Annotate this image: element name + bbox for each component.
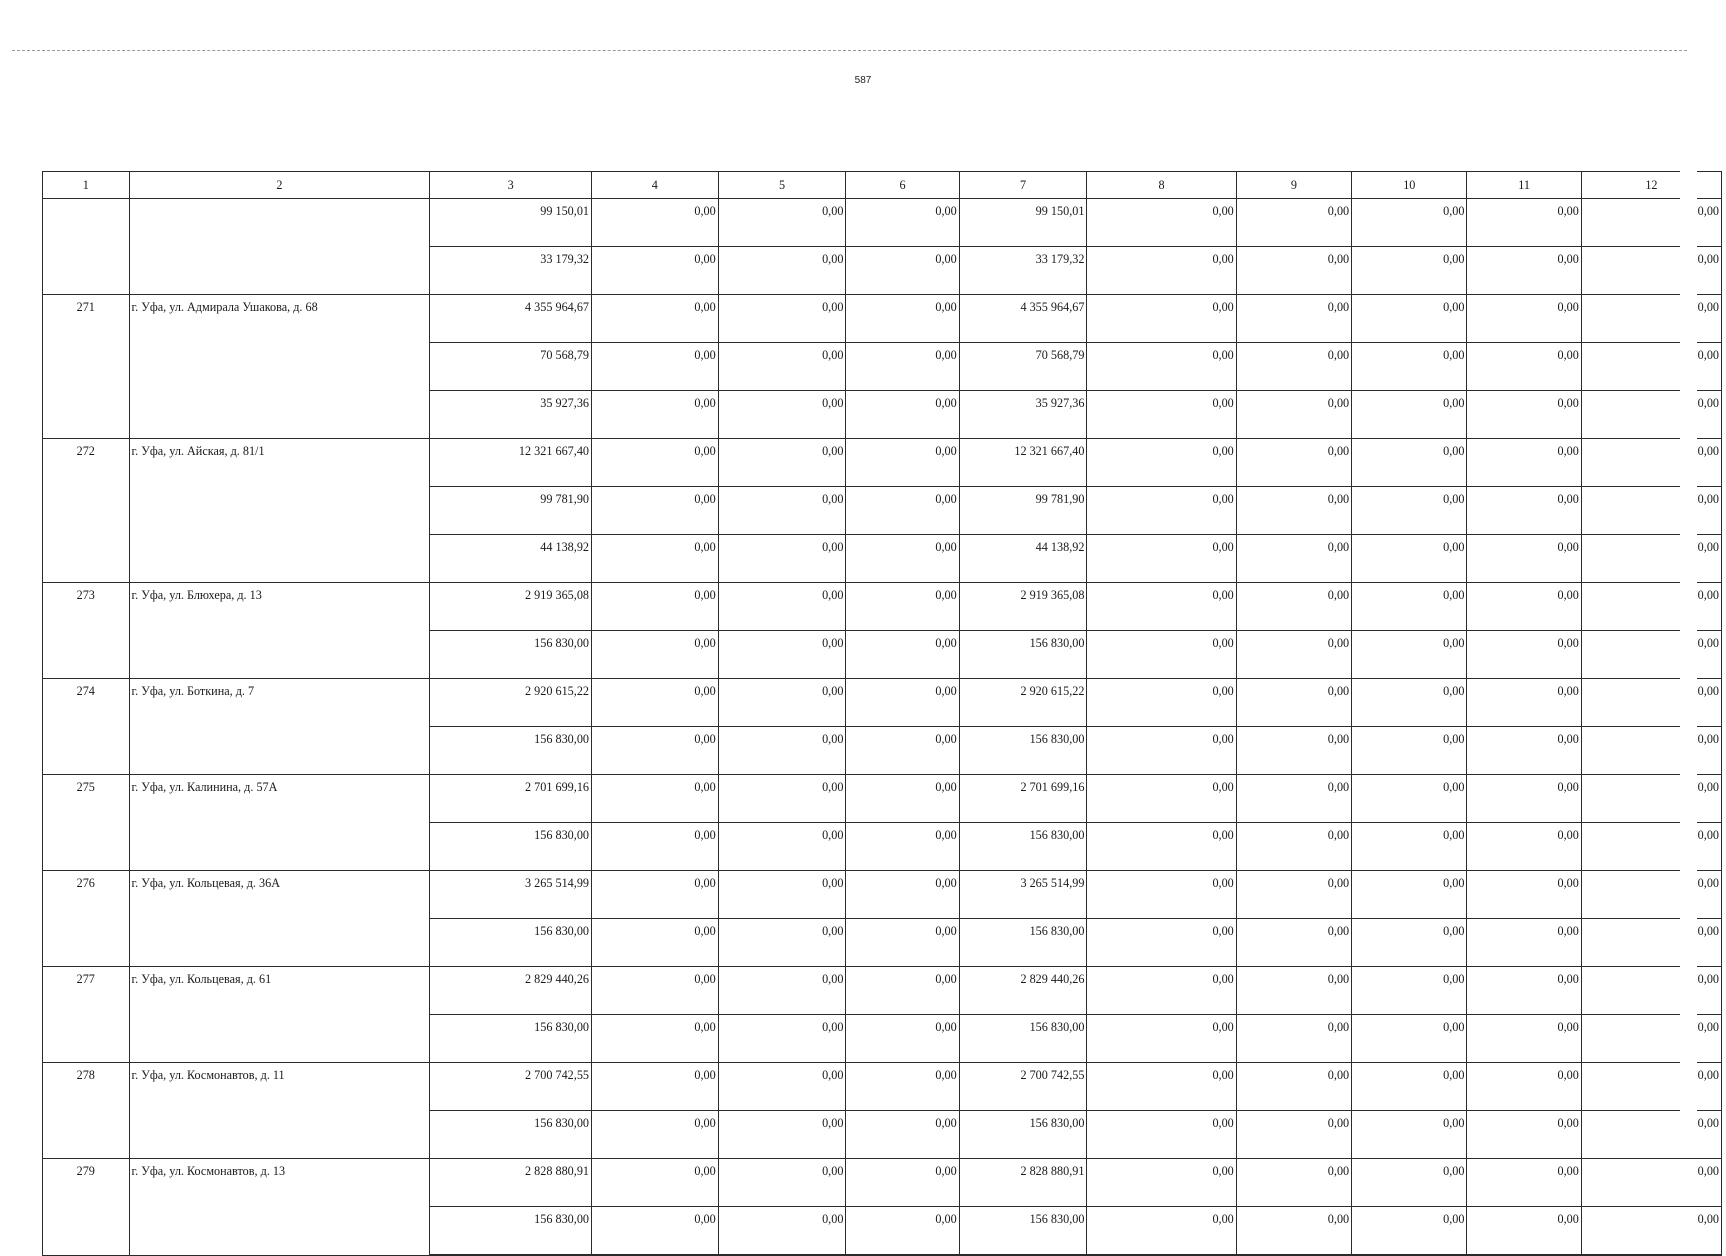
- value-cell-col-8: 0,00: [1087, 439, 1236, 487]
- value-cell-col-6: 0,00: [846, 1111, 959, 1159]
- value-cell-col-7: 2 700 742,55: [959, 1063, 1087, 1111]
- value-cell-col-5: 0,00: [718, 871, 846, 919]
- value-cell-col-12: 0,00: [1581, 1111, 1721, 1159]
- value-cell-col-12: 0,00: [1581, 919, 1721, 967]
- value-cell-col-5: 0,00: [718, 535, 846, 583]
- value-cell-col-5: 0,00: [718, 1111, 846, 1159]
- row-number: 275: [43, 775, 130, 871]
- value-cell-col-6: 0,00: [846, 247, 959, 295]
- value-cell-col-8: 0,00: [1087, 679, 1236, 727]
- row-number: 278: [43, 1063, 130, 1159]
- value-cell-col-5: 0,00: [718, 295, 846, 343]
- value-cell-col-5: 0,00: [718, 919, 846, 967]
- value-cell-col-8: 0,00: [1087, 1111, 1236, 1159]
- value-cell-col-5: 0,00: [718, 1015, 846, 1063]
- value-cell-col-11: 0,00: [1467, 583, 1581, 631]
- value-cell-col-9: 0,00: [1236, 631, 1351, 679]
- value-cell-col-6: 0,00: [846, 775, 959, 823]
- value-cell-col-11: 0,00: [1467, 343, 1581, 391]
- value-cell-col-3: 156 830,00: [430, 1111, 592, 1159]
- value-cell-col-9: 0,00: [1236, 871, 1351, 919]
- value-cell-col-3: 156 830,00: [430, 919, 592, 967]
- value-cell-col-4: 0,00: [592, 583, 719, 631]
- address-cell: г. Уфа, ул. Космонавтов, д. 13: [129, 1159, 430, 1256]
- value-cell-col-8: 0,00: [1087, 1207, 1236, 1256]
- value-cell-col-3: 2 828 880,91: [430, 1159, 592, 1207]
- value-cell-col-5: 0,00: [718, 199, 846, 247]
- value-cell-col-4: 0,00: [592, 343, 719, 391]
- value-cell-col-4: 0,00: [592, 727, 719, 775]
- column-header-3: 3: [430, 172, 592, 199]
- table-row: [43, 775, 1722, 823]
- value-cell-col-3: 2 920 615,22: [430, 679, 592, 727]
- value-cell-col-9: 0,00: [1236, 391, 1351, 439]
- value-cell-col-3: 99 781,90: [430, 487, 592, 535]
- value-cell-col-9: 0,00: [1236, 823, 1351, 871]
- value-cell-col-9: 0,00: [1236, 919, 1351, 967]
- value-cell-col-3: 156 830,00: [430, 631, 592, 679]
- value-cell-col-3: 99 150,01: [430, 199, 592, 247]
- value-cell-col-6: 0,00: [846, 1159, 959, 1207]
- value-cell-col-4: 0,00: [592, 1159, 719, 1207]
- table-row: [43, 871, 1722, 919]
- address-cell: г. Уфа, ул. Боткина, д. 7: [129, 679, 430, 775]
- row-number: 272: [43, 439, 130, 583]
- value-cell-col-6: 0,00: [846, 391, 959, 439]
- value-cell-col-6: 0,00: [846, 919, 959, 967]
- value-cell-col-3: 70 568,79: [430, 343, 592, 391]
- table-header-row: [43, 172, 1722, 199]
- value-cell-col-4: 0,00: [592, 535, 719, 583]
- row-number: 276: [43, 871, 130, 967]
- table-row: [43, 1063, 1722, 1111]
- value-cell-col-11: 0,00: [1467, 631, 1581, 679]
- column-header-6: 6: [846, 172, 959, 199]
- value-cell-col-12: 0,00: [1581, 823, 1721, 871]
- value-cell-col-6: 0,00: [846, 439, 959, 487]
- value-cell-col-3: 156 830,00: [430, 727, 592, 775]
- value-cell-col-4: 0,00: [592, 247, 719, 295]
- value-cell-col-3: 2 829 440,26: [430, 967, 592, 1015]
- value-cell-col-4: 0,00: [592, 487, 719, 535]
- value-cell-col-6: 0,00: [846, 727, 959, 775]
- value-cell-col-7: 33 179,32: [959, 247, 1087, 295]
- value-cell-col-7: 99 150,01: [959, 199, 1087, 247]
- value-cell-col-9: 0,00: [1236, 295, 1351, 343]
- table-row: [43, 295, 1722, 343]
- column-header-10: 10: [1352, 172, 1467, 199]
- value-cell-col-5: 0,00: [718, 391, 846, 439]
- value-cell-col-10: 0,00: [1352, 391, 1467, 439]
- value-cell-col-7: 12 321 667,40: [959, 439, 1087, 487]
- value-cell-col-8: 0,00: [1087, 967, 1236, 1015]
- table-row: [43, 439, 1722, 487]
- value-cell-col-4: 0,00: [592, 295, 719, 343]
- value-cell-col-9: 0,00: [1236, 1111, 1351, 1159]
- scan-divider: [12, 50, 1687, 51]
- value-cell-col-7: 4 355 964,67: [959, 295, 1087, 343]
- value-cell-col-4: 0,00: [592, 871, 719, 919]
- value-cell-col-5: 0,00: [718, 679, 846, 727]
- value-cell-col-6: 0,00: [846, 631, 959, 679]
- value-cell-col-5: 0,00: [718, 631, 846, 679]
- value-cell-col-7: 44 138,92: [959, 535, 1087, 583]
- value-cell-col-9: 0,00: [1236, 775, 1351, 823]
- value-cell-col-8: 0,00: [1087, 199, 1236, 247]
- value-cell-col-3: 2 919 365,08: [430, 583, 592, 631]
- value-cell-col-7: 156 830,00: [959, 727, 1087, 775]
- column-header-5: 5: [718, 172, 846, 199]
- value-cell-col-4: 0,00: [592, 1207, 719, 1256]
- column-header-1: 1: [43, 172, 130, 199]
- register-table: [42, 171, 1722, 1256]
- value-cell-col-8: 0,00: [1087, 247, 1236, 295]
- value-cell-col-8: 0,00: [1087, 631, 1236, 679]
- value-cell-col-7: 2 920 615,22: [959, 679, 1087, 727]
- value-cell-col-9: 0,00: [1236, 535, 1351, 583]
- row-number: 271: [43, 295, 130, 439]
- value-cell-col-11: 0,00: [1467, 391, 1581, 439]
- value-cell-col-12: 0,00: [1581, 535, 1721, 583]
- table-row: [43, 679, 1722, 727]
- value-cell-col-3: 3 265 514,99: [430, 871, 592, 919]
- value-cell-col-10: 0,00: [1352, 583, 1467, 631]
- value-cell-col-10: 0,00: [1352, 1159, 1467, 1207]
- row-number: 273: [43, 583, 130, 679]
- value-cell-col-9: 0,00: [1236, 1159, 1351, 1207]
- value-cell-col-10: 0,00: [1352, 1207, 1467, 1256]
- value-cell-col-5: 0,00: [718, 1159, 846, 1207]
- value-cell-col-10: 0,00: [1352, 823, 1467, 871]
- column-header-4: 4: [592, 172, 719, 199]
- value-cell-col-4: 0,00: [592, 775, 719, 823]
- value-cell-col-10: 0,00: [1352, 727, 1467, 775]
- value-cell-col-12: 0,00: [1581, 1159, 1721, 1207]
- value-cell-col-8: 0,00: [1087, 487, 1236, 535]
- value-cell-col-12: 0,00: [1581, 1015, 1721, 1063]
- value-cell-col-10: 0,00: [1352, 343, 1467, 391]
- value-cell-col-3: 4 355 964,67: [430, 295, 592, 343]
- value-cell-col-9: 0,00: [1236, 1207, 1351, 1256]
- value-cell-col-10: 0,00: [1352, 631, 1467, 679]
- value-cell-col-5: 0,00: [718, 727, 846, 775]
- value-cell-col-11: 0,00: [1467, 535, 1581, 583]
- value-cell-col-9: 0,00: [1236, 487, 1351, 535]
- value-cell-col-4: 0,00: [592, 631, 719, 679]
- value-cell-col-12: 0,00: [1581, 775, 1721, 823]
- value-cell-col-6: 0,00: [846, 535, 959, 583]
- value-cell-col-7: 156 830,00: [959, 919, 1087, 967]
- value-cell-col-3: 33 179,32: [430, 247, 592, 295]
- row-number: [43, 199, 130, 295]
- value-cell-col-12: 0,00: [1581, 583, 1721, 631]
- value-cell-col-11: 0,00: [1467, 679, 1581, 727]
- value-cell-col-6: 0,00: [846, 871, 959, 919]
- value-cell-col-11: 0,00: [1467, 199, 1581, 247]
- table-row: [43, 1159, 1722, 1207]
- column-header-8: 8: [1087, 172, 1236, 199]
- value-cell-col-5: 0,00: [718, 775, 846, 823]
- value-cell-col-7: 156 830,00: [959, 823, 1087, 871]
- value-cell-col-12: 0,00: [1581, 391, 1721, 439]
- value-cell-col-11: 0,00: [1467, 295, 1581, 343]
- address-cell: г. Уфа, ул. Адмирала Ушакова, д. 68: [129, 295, 430, 439]
- value-cell-col-11: 0,00: [1467, 1159, 1581, 1207]
- address-cell: г. Уфа, ул. Калинина, д. 57А: [129, 775, 430, 871]
- value-cell-col-11: 0,00: [1467, 439, 1581, 487]
- value-cell-col-10: 0,00: [1352, 535, 1467, 583]
- value-cell-col-6: 0,00: [846, 1015, 959, 1063]
- value-cell-col-4: 0,00: [592, 1015, 719, 1063]
- value-cell-col-11: 0,00: [1467, 1015, 1581, 1063]
- value-cell-col-3: 156 830,00: [430, 1207, 592, 1256]
- register-table-wrap: [42, 171, 1719, 1226]
- value-cell-col-11: 0,00: [1467, 919, 1581, 967]
- value-cell-col-9: 0,00: [1236, 343, 1351, 391]
- table-row: [43, 583, 1722, 631]
- value-cell-col-11: 0,00: [1467, 1111, 1581, 1159]
- value-cell-col-7: 70 568,79: [959, 343, 1087, 391]
- value-cell-col-7: 99 781,90: [959, 487, 1087, 535]
- address-cell: г. Уфа, ул. Космонавтов, д. 11: [129, 1063, 430, 1159]
- value-cell-col-9: 0,00: [1236, 1063, 1351, 1111]
- value-cell-col-11: 0,00: [1467, 247, 1581, 295]
- column-header-11: 11: [1467, 172, 1581, 199]
- value-cell-col-8: 0,00: [1087, 391, 1236, 439]
- value-cell-col-8: 0,00: [1087, 775, 1236, 823]
- value-cell-col-10: 0,00: [1352, 679, 1467, 727]
- value-cell-col-4: 0,00: [592, 1063, 719, 1111]
- value-cell-col-11: 0,00: [1467, 823, 1581, 871]
- address-cell: г. Уфа, ул. Блюхера, д. 13: [129, 583, 430, 679]
- value-cell-col-6: 0,00: [846, 1063, 959, 1111]
- value-cell-col-4: 0,00: [592, 679, 719, 727]
- value-cell-col-6: 0,00: [846, 487, 959, 535]
- value-cell-col-12: 0,00: [1581, 967, 1721, 1015]
- value-cell-col-10: 0,00: [1352, 295, 1467, 343]
- table-body: [43, 199, 1722, 1256]
- value-cell-col-8: 0,00: [1087, 295, 1236, 343]
- value-cell-col-10: 0,00: [1352, 487, 1467, 535]
- table-row: [43, 199, 1722, 247]
- value-cell-col-7: 3 265 514,99: [959, 871, 1087, 919]
- value-cell-col-11: 0,00: [1467, 775, 1581, 823]
- page-number: 587: [854, 75, 872, 86]
- value-cell-col-12: 0,00: [1581, 631, 1721, 679]
- value-cell-col-6: 0,00: [846, 295, 959, 343]
- value-cell-col-3: 156 830,00: [430, 823, 592, 871]
- value-cell-col-8: 0,00: [1087, 919, 1236, 967]
- column-header-12: 12: [1581, 172, 1721, 199]
- value-cell-col-10: 0,00: [1352, 919, 1467, 967]
- value-cell-col-9: 0,00: [1236, 1015, 1351, 1063]
- value-cell-col-3: 2 700 742,55: [430, 1063, 592, 1111]
- value-cell-col-8: 0,00: [1087, 1159, 1236, 1207]
- table-row: [43, 967, 1722, 1015]
- row-number: 274: [43, 679, 130, 775]
- value-cell-col-6: 0,00: [846, 967, 959, 1015]
- value-cell-col-12: 0,00: [1581, 871, 1721, 919]
- value-cell-col-4: 0,00: [592, 919, 719, 967]
- value-cell-col-9: 0,00: [1236, 727, 1351, 775]
- value-cell-col-3: 156 830,00: [430, 1015, 592, 1063]
- value-cell-col-9: 0,00: [1236, 967, 1351, 1015]
- value-cell-col-5: 0,00: [718, 583, 846, 631]
- address-cell: г. Уфа, ул. Айская, д. 81/1: [129, 439, 430, 583]
- value-cell-col-6: 0,00: [846, 679, 959, 727]
- value-cell-col-10: 0,00: [1352, 871, 1467, 919]
- value-cell-col-7: 156 830,00: [959, 1111, 1087, 1159]
- value-cell-col-12: 0,00: [1581, 1063, 1721, 1111]
- value-cell-col-5: 0,00: [718, 967, 846, 1015]
- value-cell-col-6: 0,00: [846, 823, 959, 871]
- value-cell-col-10: 0,00: [1352, 439, 1467, 487]
- value-cell-col-3: 44 138,92: [430, 535, 592, 583]
- value-cell-col-7: 2 829 440,26: [959, 967, 1087, 1015]
- value-cell-col-8: 0,00: [1087, 535, 1236, 583]
- value-cell-col-4: 0,00: [592, 823, 719, 871]
- value-cell-col-5: 0,00: [718, 343, 846, 391]
- page-edge: [1680, 171, 1697, 1144]
- value-cell-col-11: 0,00: [1467, 1063, 1581, 1111]
- value-cell-col-9: 0,00: [1236, 439, 1351, 487]
- value-cell-col-10: 0,00: [1352, 1063, 1467, 1111]
- row-number: 277: [43, 967, 130, 1063]
- value-cell-col-12: 0,00: [1581, 199, 1721, 247]
- value-cell-col-8: 0,00: [1087, 871, 1236, 919]
- value-cell-col-12: 0,00: [1581, 1207, 1721, 1256]
- row-number: 279: [43, 1159, 130, 1256]
- value-cell-col-7: 35 927,36: [959, 391, 1087, 439]
- value-cell-col-5: 0,00: [718, 823, 846, 871]
- address-cell: г. Уфа, ул. Кольцевая, д. 61: [129, 967, 430, 1063]
- value-cell-col-8: 0,00: [1087, 583, 1236, 631]
- value-cell-col-12: 0,00: [1581, 487, 1721, 535]
- value-cell-col-5: 0,00: [718, 247, 846, 295]
- value-cell-col-6: 0,00: [846, 199, 959, 247]
- value-cell-col-12: 0,00: [1581, 295, 1721, 343]
- value-cell-col-12: 0,00: [1581, 439, 1721, 487]
- value-cell-col-6: 0,00: [846, 1207, 959, 1256]
- value-cell-col-4: 0,00: [592, 967, 719, 1015]
- address-cell: г. Уфа, ул. Кольцевая, д. 36А: [129, 871, 430, 967]
- value-cell-col-7: 156 830,00: [959, 1207, 1087, 1256]
- value-cell-col-10: 0,00: [1352, 247, 1467, 295]
- value-cell-col-11: 0,00: [1467, 967, 1581, 1015]
- value-cell-col-12: 0,00: [1581, 679, 1721, 727]
- value-cell-col-4: 0,00: [592, 199, 719, 247]
- value-cell-col-6: 0,00: [846, 583, 959, 631]
- value-cell-col-12: 0,00: [1581, 727, 1721, 775]
- value-cell-col-8: 0,00: [1087, 343, 1236, 391]
- value-cell-col-9: 0,00: [1236, 679, 1351, 727]
- value-cell-col-5: 0,00: [718, 1063, 846, 1111]
- value-cell-col-9: 0,00: [1236, 199, 1351, 247]
- value-cell-col-11: 0,00: [1467, 871, 1581, 919]
- value-cell-col-12: 0,00: [1581, 247, 1721, 295]
- value-cell-col-12: 0,00: [1581, 343, 1721, 391]
- value-cell-col-9: 0,00: [1236, 247, 1351, 295]
- value-cell-col-8: 0,00: [1087, 1063, 1236, 1111]
- value-cell-col-7: 2 701 699,16: [959, 775, 1087, 823]
- value-cell-col-10: 0,00: [1352, 967, 1467, 1015]
- value-cell-col-7: 156 830,00: [959, 631, 1087, 679]
- column-header-2: 2: [129, 172, 430, 199]
- value-cell-col-10: 0,00: [1352, 1111, 1467, 1159]
- value-cell-col-7: 2 828 880,91: [959, 1159, 1087, 1207]
- value-cell-col-4: 0,00: [592, 439, 719, 487]
- value-cell-col-8: 0,00: [1087, 1015, 1236, 1063]
- value-cell-col-10: 0,00: [1352, 775, 1467, 823]
- address-cell: [129, 199, 430, 295]
- value-cell-col-5: 0,00: [718, 439, 846, 487]
- value-cell-col-3: 35 927,36: [430, 391, 592, 439]
- value-cell-col-3: 2 701 699,16: [430, 775, 592, 823]
- value-cell-col-8: 0,00: [1087, 727, 1236, 775]
- value-cell-col-10: 0,00: [1352, 199, 1467, 247]
- value-cell-col-7: 156 830,00: [959, 1015, 1087, 1063]
- value-cell-col-11: 0,00: [1467, 1207, 1581, 1256]
- value-cell-col-8: 0,00: [1087, 823, 1236, 871]
- value-cell-col-7: 2 919 365,08: [959, 583, 1087, 631]
- column-header-9: 9: [1236, 172, 1351, 199]
- column-header-7: 7: [959, 172, 1087, 199]
- value-cell-col-10: 0,00: [1352, 1015, 1467, 1063]
- value-cell-col-3: 12 321 667,40: [430, 439, 592, 487]
- value-cell-col-11: 0,00: [1467, 727, 1581, 775]
- value-cell-col-4: 0,00: [592, 391, 719, 439]
- value-cell-col-5: 0,00: [718, 487, 846, 535]
- value-cell-col-4: 0,00: [592, 1111, 719, 1159]
- value-cell-col-9: 0,00: [1236, 583, 1351, 631]
- value-cell-col-5: 0,00: [718, 1207, 846, 1256]
- value-cell-col-11: 0,00: [1467, 487, 1581, 535]
- value-cell-col-6: 0,00: [846, 343, 959, 391]
